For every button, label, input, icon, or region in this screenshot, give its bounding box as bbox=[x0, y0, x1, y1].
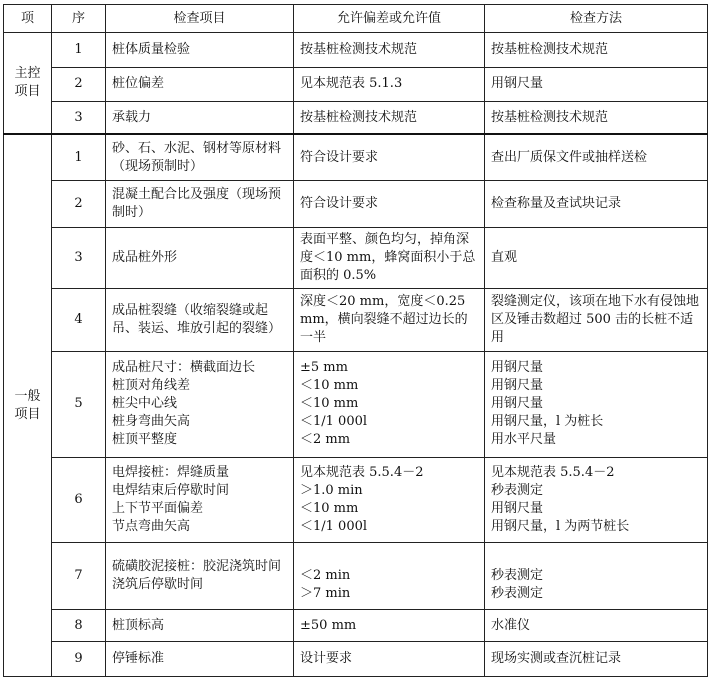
row-method: 裂缝测定仪，该项在地下水有侵蚀地区及锤击数超过 500 击的长桩不适用 bbox=[485, 288, 708, 351]
row-item: 承载力 bbox=[106, 102, 294, 135]
row-no: 3 bbox=[52, 228, 106, 289]
row-item: 停锤标准 bbox=[106, 642, 294, 677]
row-method: 现场实测或查沉桩记录 bbox=[485, 642, 708, 677]
table-row bbox=[4, 351, 708, 457]
header-allow: 允许偏差或允许值 bbox=[294, 5, 485, 33]
header-item: 检查项目 bbox=[106, 5, 294, 33]
row-method: 用钢尺量 用钢尺量 用钢尺量 用钢尺量，l 为桩长 用水平尺量 bbox=[485, 351, 708, 457]
row-method: 直观 bbox=[485, 228, 708, 289]
header-method: 检查方法 bbox=[485, 5, 708, 33]
row-no: 1 bbox=[52, 33, 106, 68]
row-method: 检查称量及查试块记录 bbox=[485, 181, 708, 228]
row-allow: ＜2 min ＞7 min bbox=[294, 542, 485, 609]
table-row bbox=[4, 542, 708, 609]
row-method: 查出厂质保文件或抽样送检 bbox=[485, 134, 708, 181]
table-row bbox=[4, 181, 708, 228]
row-method: 用钢尺量 bbox=[485, 67, 708, 102]
row-item: 桩顶标高 bbox=[106, 609, 294, 642]
row-no: 5 bbox=[52, 351, 106, 457]
row-method: 水准仪 bbox=[485, 609, 708, 642]
row-item: 桩体质量检验 bbox=[106, 33, 294, 68]
row-allow: 见本规范表 5.1.3 bbox=[294, 67, 485, 102]
table-row bbox=[4, 134, 708, 181]
table-row bbox=[4, 102, 708, 135]
row-no: 3 bbox=[52, 102, 106, 135]
row-allow: 符合设计要求 bbox=[294, 181, 485, 228]
row-item: 电焊接桩：焊缝质量 电焊结束后停歇时间 上下节平面偏差 节点弯曲矢高 bbox=[106, 457, 294, 542]
row-item: 混凝土配合比及强度（现场预制时） bbox=[106, 181, 294, 228]
row-allow: 符合设计要求 bbox=[294, 134, 485, 181]
row-allow: 表面平整、颜色均匀，掉角深度＜10 mm，蜂窝面积小于总面积的 0.5% bbox=[294, 228, 485, 289]
row-method: 秒表测定 秒表测定 bbox=[485, 542, 708, 609]
row-allow: 设计要求 bbox=[294, 642, 485, 677]
row-allow: 按基桩检测技术规范 bbox=[294, 33, 485, 68]
group-general: 一般项目 bbox=[4, 134, 52, 676]
row-no: 1 bbox=[52, 134, 106, 181]
row-method: 见本规范表 5.5.4－2 秒表测定 用钢尺量 用钢尺量，l 为两节桩长 bbox=[485, 457, 708, 542]
table-row bbox=[4, 457, 708, 542]
row-item: 桩位偏差 bbox=[106, 67, 294, 102]
row-no: 7 bbox=[52, 542, 106, 609]
table-row bbox=[4, 288, 708, 351]
table-row bbox=[4, 33, 708, 68]
row-no: 2 bbox=[52, 67, 106, 102]
row-no: 6 bbox=[52, 457, 106, 542]
row-item: 成品桩裂缝（收缩裂缝或起吊、装运、堆放引起的裂缝） bbox=[106, 288, 294, 351]
row-allow: ±5 mm ＜10 mm ＜10 mm ＜1/1 000l ＜2 mm bbox=[294, 351, 485, 457]
row-no: 8 bbox=[52, 609, 106, 642]
group-main: 主控项目 bbox=[4, 33, 52, 135]
header-group: 项 bbox=[4, 5, 52, 33]
table-row bbox=[4, 67, 708, 102]
row-method: 按基桩检测技术规范 bbox=[485, 102, 708, 135]
row-allow: 按基桩检测技术规范 bbox=[294, 102, 485, 135]
row-no: 9 bbox=[52, 642, 106, 677]
row-allow: 深度＜20 mm，宽度＜0.25 mm，横向裂缝不超过边长的一半 bbox=[294, 288, 485, 351]
row-allow: 见本规范表 5.5.4－2 ＞1.0 min ＜10 mm ＜1/1 000l bbox=[294, 457, 485, 542]
row-item: 成品桩尺寸：横截面边长 桩顶对角线差 桩尖中心线 桩身弯曲矢高 桩顶平整度 bbox=[106, 351, 294, 457]
row-no: 2 bbox=[52, 181, 106, 228]
row-method: 按基桩检测技术规范 bbox=[485, 33, 708, 68]
row-allow: ±50 mm bbox=[294, 609, 485, 642]
row-no: 4 bbox=[52, 288, 106, 351]
table-row bbox=[4, 642, 708, 677]
table-row bbox=[4, 609, 708, 642]
row-item: 硫磺胶泥接桩：胶泥浇筑时间 浇筑后停歇时间 bbox=[106, 542, 294, 609]
header-no: 序 bbox=[52, 5, 106, 33]
row-item: 砂、石、水泥、钢材等原材料（现场预制时） bbox=[106, 134, 294, 181]
table-row bbox=[4, 228, 708, 289]
inspection-table bbox=[3, 4, 708, 677]
row-item: 成品桩外形 bbox=[106, 228, 294, 289]
